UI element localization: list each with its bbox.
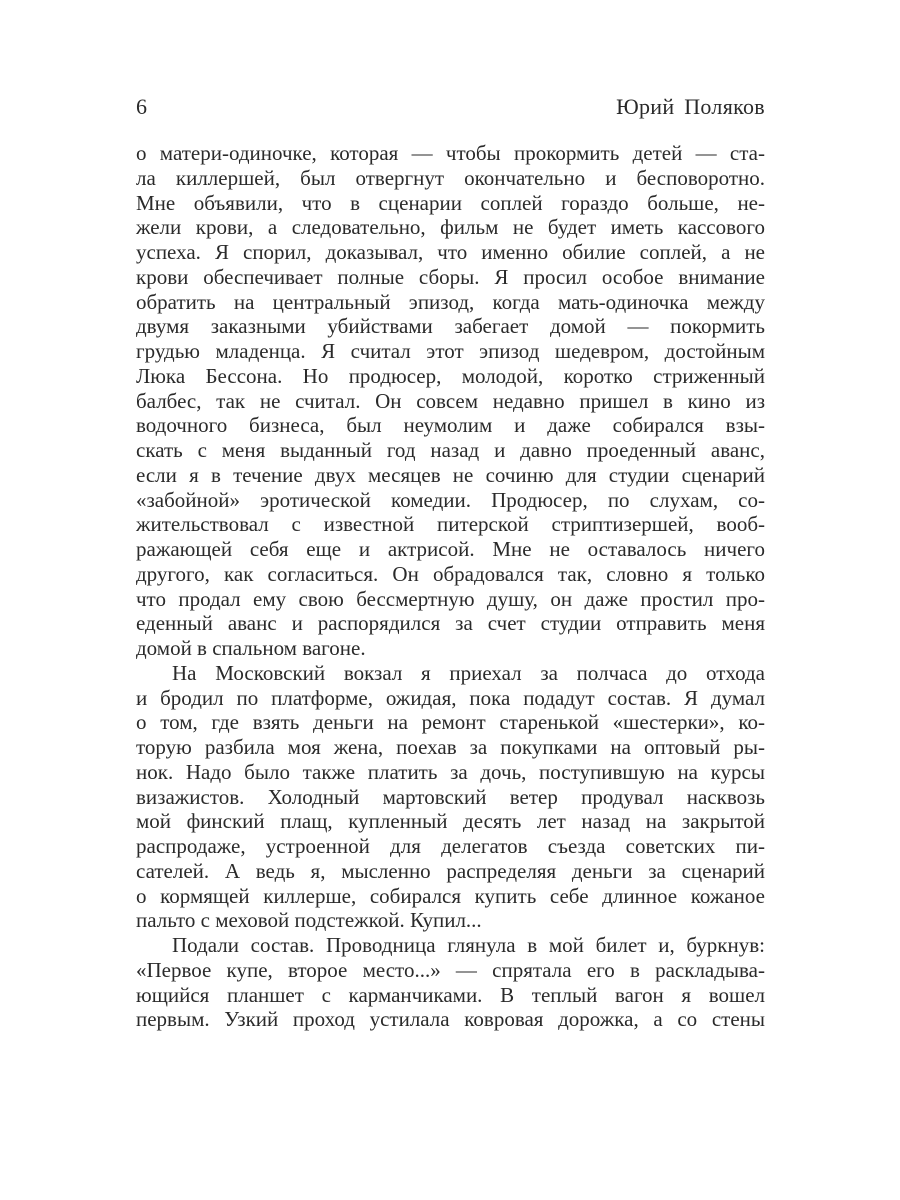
text-line: ражающей себя еще и актрисой. Мне не оставалось ничего — [136, 537, 765, 561]
text-line: грудью младенца. Я считал этот эпизод шедевром, достойным — [136, 339, 765, 363]
text-line: пальто с меховой подстежкой. Купил... — [136, 908, 482, 933]
text-line: нок. Надо было также платить за дочь, поступившую на курсы — [136, 759, 765, 784]
text-line: и бродил по платформе, ожидая, пока подадут состав. Я думал — [136, 685, 765, 710]
text-line: водочного бизнеса, был неумолим и даже собирался взы- — [136, 413, 765, 438]
text-line: домой в спальном вагоне. — [136, 636, 366, 660]
page-body-text — [136, 141, 765, 1032]
text-line: Подали состав. Проводница глянула в мой билет и, буркнув: — [172, 933, 765, 957]
text-line: жели крови, а следовательно, фильм не будет иметь кассового — [136, 215, 765, 240]
text-line: Мне объявили, что в сценарии соплей гораздо больше, не- — [136, 190, 765, 215]
text-line: скать с меня выданный год назад и давно проеденный аванс, — [136, 438, 765, 462]
text-line: балбес, так не считал. Он совсем недавно пришел в кино из — [136, 388, 765, 413]
text-line: сателей. А ведь я, мысленно распределяя деньги за сценарий — [136, 858, 765, 883]
text-line: жительствовал с известной питерской стриптизершей, вооб- — [136, 512, 765, 537]
text-line: «забойной» эротической комедии. Продюсер, по слухам, со- — [136, 487, 765, 512]
text-line: двумя заказными убийствами забегает домой — покормить — [136, 314, 765, 339]
text-line: о матери-одиночке, которая — чтобы прокормить детей — ста- — [136, 141, 765, 165]
text-line: распродаже, устроенной для делегатов съезда советских пи- — [136, 834, 765, 858]
paragraph — [136, 141, 765, 661]
paragraph — [136, 661, 765, 933]
text-line: первым. Узкий проход устилала ковровая дорожка, а со стены — [136, 1007, 765, 1032]
text-line: успеха. Я спорил, доказывал, что именно обилие соплей, а не — [136, 240, 765, 264]
page-number: 6 — [136, 94, 147, 119]
text-line: о кормящей киллерше, собирался купить себе длинное кожаное — [136, 883, 765, 908]
text-line: обратить на центральный эпизод, когда мать-одиночка между — [136, 289, 765, 314]
text-line: визажистов. Холодный мартовский ветер продувал насквозь — [136, 784, 765, 809]
text-line: мой финский плащ, купленный десять лет назад на закрытой — [136, 809, 765, 834]
text-line: Люка Бессона. Но продюсер, молодой, коротко стриженный — [136, 363, 765, 388]
running-head-author: Юрий Поляков — [616, 94, 765, 119]
text-line: крови обеспечивает полные сборы. Я просил особое внимание — [136, 264, 765, 289]
page-header — [136, 94, 765, 122]
paragraph — [136, 933, 765, 1032]
text-line: о том, где взять деньги на ремонт старенькой «шестерки», ко- — [136, 710, 765, 735]
text-line: торую разбила моя жена, поехав за покупками на оптовый ры- — [136, 735, 765, 759]
text-line: ла киллершей, был отвергнут окончательно и бесповоротно. — [136, 165, 765, 190]
text-line: «Первое купе, второе место...» — спрятала его в раскладыва- — [136, 957, 765, 982]
text-line: что продал ему свою бессмертную душу, он даже простил про- — [136, 586, 765, 611]
text-line: другого, как согласиться. Он обрадовался так, словно я только — [136, 561, 765, 586]
text-line: если я в течение двух месяцев не сочиню для студии сценарий — [136, 462, 765, 487]
text-line: ющийся планшет с карманчиками. В теплый вагон я вошел — [136, 982, 765, 1007]
text-line: еденный аванс и распорядился за счет студии отправить меня — [136, 611, 765, 636]
text-line: На Московский вокзал я приехал за полчаса до отхода — [172, 660, 765, 685]
